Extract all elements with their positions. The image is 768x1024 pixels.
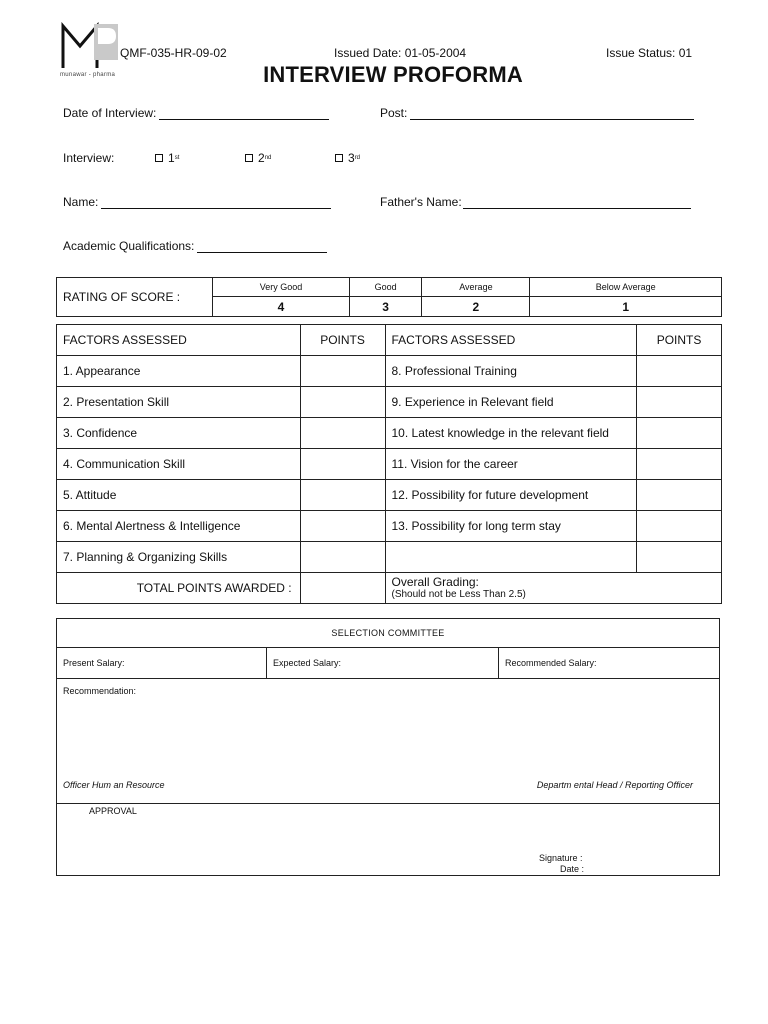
post-line[interactable] [410, 108, 694, 120]
checkbox-icon[interactable] [245, 154, 253, 162]
date-label: Date : [560, 864, 585, 874]
academic-qualifications-field[interactable] [63, 239, 327, 253]
factor-item: 11. Vision for the career [385, 449, 637, 480]
fathers-name-line[interactable] [463, 197, 691, 209]
points-cell[interactable] [637, 449, 722, 480]
page-title: INTERVIEW PROFORMA [263, 62, 523, 87]
points-cell[interactable] [637, 511, 722, 542]
interview-option-2[interactable]: 2 nd [245, 151, 271, 165]
factor-item: 5. Attitude [57, 480, 301, 511]
factor-item [385, 542, 637, 573]
overall-grading-note: (Should not be Less Than 2.5) [391, 589, 526, 600]
factor-item: 8. Professional Training [385, 356, 637, 387]
officer-hr-label: Officer Hum an Resource [63, 780, 165, 790]
total-row [57, 573, 722, 604]
points-header: POINTS [300, 325, 385, 356]
rating-table [56, 277, 722, 317]
table-row [57, 387, 722, 418]
name-field[interactable] [63, 195, 331, 209]
table-row [57, 511, 722, 542]
rating-level-name: Below Average [530, 278, 722, 297]
fathers-name-label: Father's Name: [380, 195, 462, 209]
points-cell[interactable] [637, 356, 722, 387]
points-cell[interactable] [300, 449, 385, 480]
recommendation-label: Recommendation: [63, 686, 137, 696]
dept-head-label: Departm ental Head / Reporting Officer [536, 780, 693, 790]
overall-grading-label: Overall Grading: [391, 575, 479, 589]
approval-label: APPROVAL [89, 806, 137, 816]
interview-option-1[interactable]: 1 st [155, 151, 179, 165]
factor-item: 9. Experience in Relevant field [385, 387, 637, 418]
factors-table [56, 324, 722, 604]
table-row [57, 449, 722, 480]
factors-header: FACTORS ASSESSED [385, 325, 637, 356]
rating-level-score: 1 [530, 297, 722, 317]
rating-level-name: Good [349, 278, 421, 297]
points-header: POINTS [637, 325, 722, 356]
overall-grading-cell[interactable] [385, 573, 722, 604]
points-cell[interactable] [300, 542, 385, 573]
selection-committee-box [56, 618, 720, 876]
post-label: Post: [380, 106, 408, 120]
date-of-interview-label: Date of Interview: [63, 106, 157, 120]
points-cell[interactable] [300, 418, 385, 449]
points-cell[interactable] [300, 387, 385, 418]
table-row [57, 356, 722, 387]
date-of-interview-field[interactable] [63, 106, 329, 120]
recommendation-area[interactable] [57, 679, 719, 804]
document-code: QMF-035-HR-09-02 [120, 46, 227, 60]
checkbox-icon[interactable] [155, 154, 163, 162]
academic-qualifications-label: Academic Qualifications: [63, 239, 195, 253]
factor-item: 12. Possibility for future development [385, 480, 637, 511]
expected-salary-cell[interactable]: Expected Salary: [267, 648, 499, 678]
points-cell[interactable] [637, 387, 722, 418]
factor-item: 4. Communication Skill [57, 449, 301, 480]
rating-level-score: 3 [349, 297, 421, 317]
total-points-cell[interactable] [300, 573, 385, 604]
rating-level-name: Very Good [213, 278, 350, 297]
rating-level-score: 2 [422, 297, 530, 317]
total-points-label: TOTAL POINTS AWARDED : [57, 573, 301, 604]
factor-item: 2. Presentation Skill [57, 387, 301, 418]
post-field[interactable] [380, 106, 694, 120]
name-label: Name: [63, 195, 99, 209]
points-cell[interactable] [300, 480, 385, 511]
table-row [57, 418, 722, 449]
date-of-interview-line[interactable] [159, 108, 329, 120]
fathers-name-field[interactable] [380, 195, 691, 209]
recommended-salary-cell[interactable]: Recommended Salary: [505, 658, 597, 668]
committee-title: SELECTION COMMITTEE [57, 619, 719, 648]
factor-item: 13. Possibility for long term stay [385, 511, 637, 542]
factors-header: FACTORS ASSESSED [57, 325, 301, 356]
issue-status: Issue Status: 01 [606, 46, 693, 60]
approval-area[interactable] [57, 804, 719, 875]
points-cell[interactable] [637, 480, 722, 511]
factor-item: 7. Planning & Organizing Skills [57, 542, 301, 573]
issued-date: Issued Date: 01-05-2004 [334, 46, 467, 60]
rating-label: RATING OF SCORE : [57, 278, 213, 317]
points-cell[interactable] [300, 511, 385, 542]
name-line[interactable] [101, 197, 331, 209]
factor-item: 1. Appearance [57, 356, 301, 387]
academic-qualifications-line[interactable] [197, 241, 327, 253]
table-row [57, 542, 722, 573]
logo-caption: munawar - pharma [60, 72, 116, 78]
points-cell[interactable] [300, 356, 385, 387]
interview-option-3[interactable]: 3 rd [335, 151, 360, 165]
present-salary-cell[interactable]: Present Salary: [57, 648, 267, 678]
points-cell[interactable] [637, 542, 722, 573]
points-cell[interactable] [637, 418, 722, 449]
factor-item: 10. Latest knowledge in the relevant field [385, 418, 637, 449]
factor-item: 6. Mental Alertness & Intelligence [57, 511, 301, 542]
interview-label: Interview: [63, 151, 115, 165]
checkbox-icon[interactable] [335, 154, 343, 162]
rating-level-score: 4 [213, 297, 350, 317]
signature-label: Signature : [539, 853, 583, 863]
table-row [57, 480, 722, 511]
salary-row [57, 648, 719, 679]
factor-item: 3. Confidence [57, 418, 301, 449]
rating-level-name: Average [422, 278, 530, 297]
